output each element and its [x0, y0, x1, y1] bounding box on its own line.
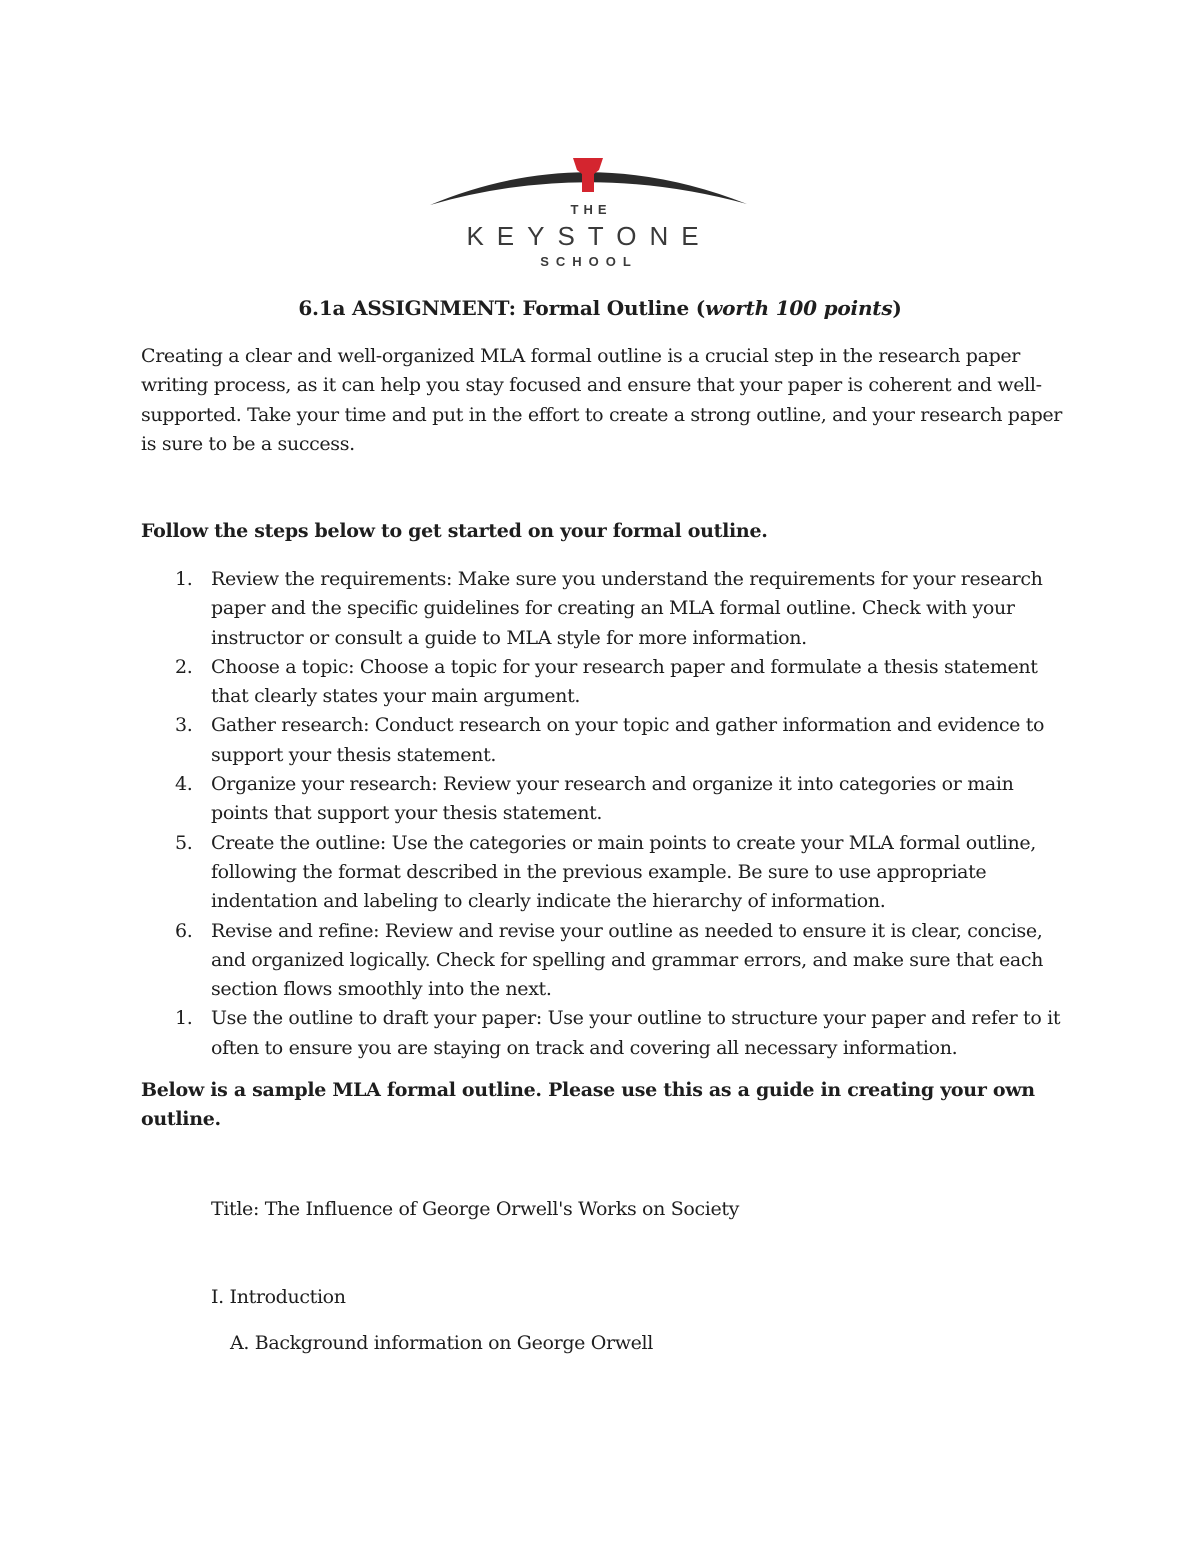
step-number: 3. — [175, 714, 193, 737]
logo-the: THE — [570, 202, 612, 217]
logo-school: SCHOOL — [540, 254, 638, 269]
step-text: Review the requirements: Make sure you understand the requirements for your research paper and the specific guidelines for creating an MLA formal outline. Check with your instructor or consult a guide to MLA style for more information. — [211, 568, 1043, 649]
step-text: Gather research: Conduct research on your topic and gather information and evidence to support your thesis statement. — [211, 714, 1045, 766]
sample-heading: Below is a sample MLA formal outline. Please use this as a guide in creating your own outline. — [141, 1079, 1035, 1131]
step-item — [141, 1004, 1071, 1063]
step-number: 4. — [175, 773, 193, 796]
step-text: Choose a topic: Choose a topic for your research paper and formulate a thesis statement that clearly states your main argument. — [211, 655, 1038, 708]
step-number: 5. — [175, 831, 193, 854]
logo-keystone: KEYSTONE — [466, 221, 712, 251]
title-close: ) — [892, 296, 902, 320]
outline-section-1-a: A. Background information on George Orwell — [230, 1332, 653, 1354]
step-text: Use the outline to draft your paper: Use your outline to structure your paper and refer to it often to ensure you are staying on track and covering all necessary information. — [211, 1007, 1061, 1059]
step-item — [141, 653, 1071, 712]
title-points: worth 100 points — [705, 296, 893, 320]
step-item — [141, 829, 1071, 917]
step-number: 1. — [175, 568, 193, 590]
step-number: 6. — [175, 919, 193, 942]
step-item — [141, 711, 1071, 770]
steps-heading: Follow the steps below to get started on your formal outline. — [141, 520, 768, 542]
step-text: Create the outline: Use the categories or main points to create your MLA formal outline, following the format described in the previous example. Be sure to use appropriate indentation and labeling to clearly indicate the hierarchy of information. — [211, 831, 1036, 913]
outline-section-1: I. Introduction — [211, 1286, 346, 1308]
steps-list — [141, 565, 1071, 1063]
intro-paragraph: Creating a clear and well-organized MLA formal outline is a crucial step in the research paper writing process, as it can help you stay focused and ensure that your paper is coherent and well-supported. Take your time and put in the effort to create a strong outline, and your research paper is sure to be a success. — [141, 345, 1063, 455]
step-text: Organize your research: Review your research and organize it into categories or main points that support your thesis statement. — [211, 773, 1014, 825]
step-item — [141, 917, 1071, 1005]
step-number: 1. — [175, 1007, 193, 1030]
step-text: Revise and refine: Review and revise your outline as needed to ensure it is clear, concise, and organized logically. Check for spelling and grammar errors, and make sure that each section flows smoothly into the next. — [211, 919, 1044, 1001]
assignment-title — [0, 296, 1200, 320]
step-item — [141, 565, 1071, 653]
step-number: 2. — [175, 655, 193, 678]
title-main: 6.1a ASSIGNMENT: Formal Outline ( — [298, 296, 706, 320]
keystone-school-logo — [425, 150, 755, 275]
step-item — [141, 770, 1071, 829]
outline-title: Title: The Influence of George Orwell's Works on Society — [211, 1198, 740, 1220]
